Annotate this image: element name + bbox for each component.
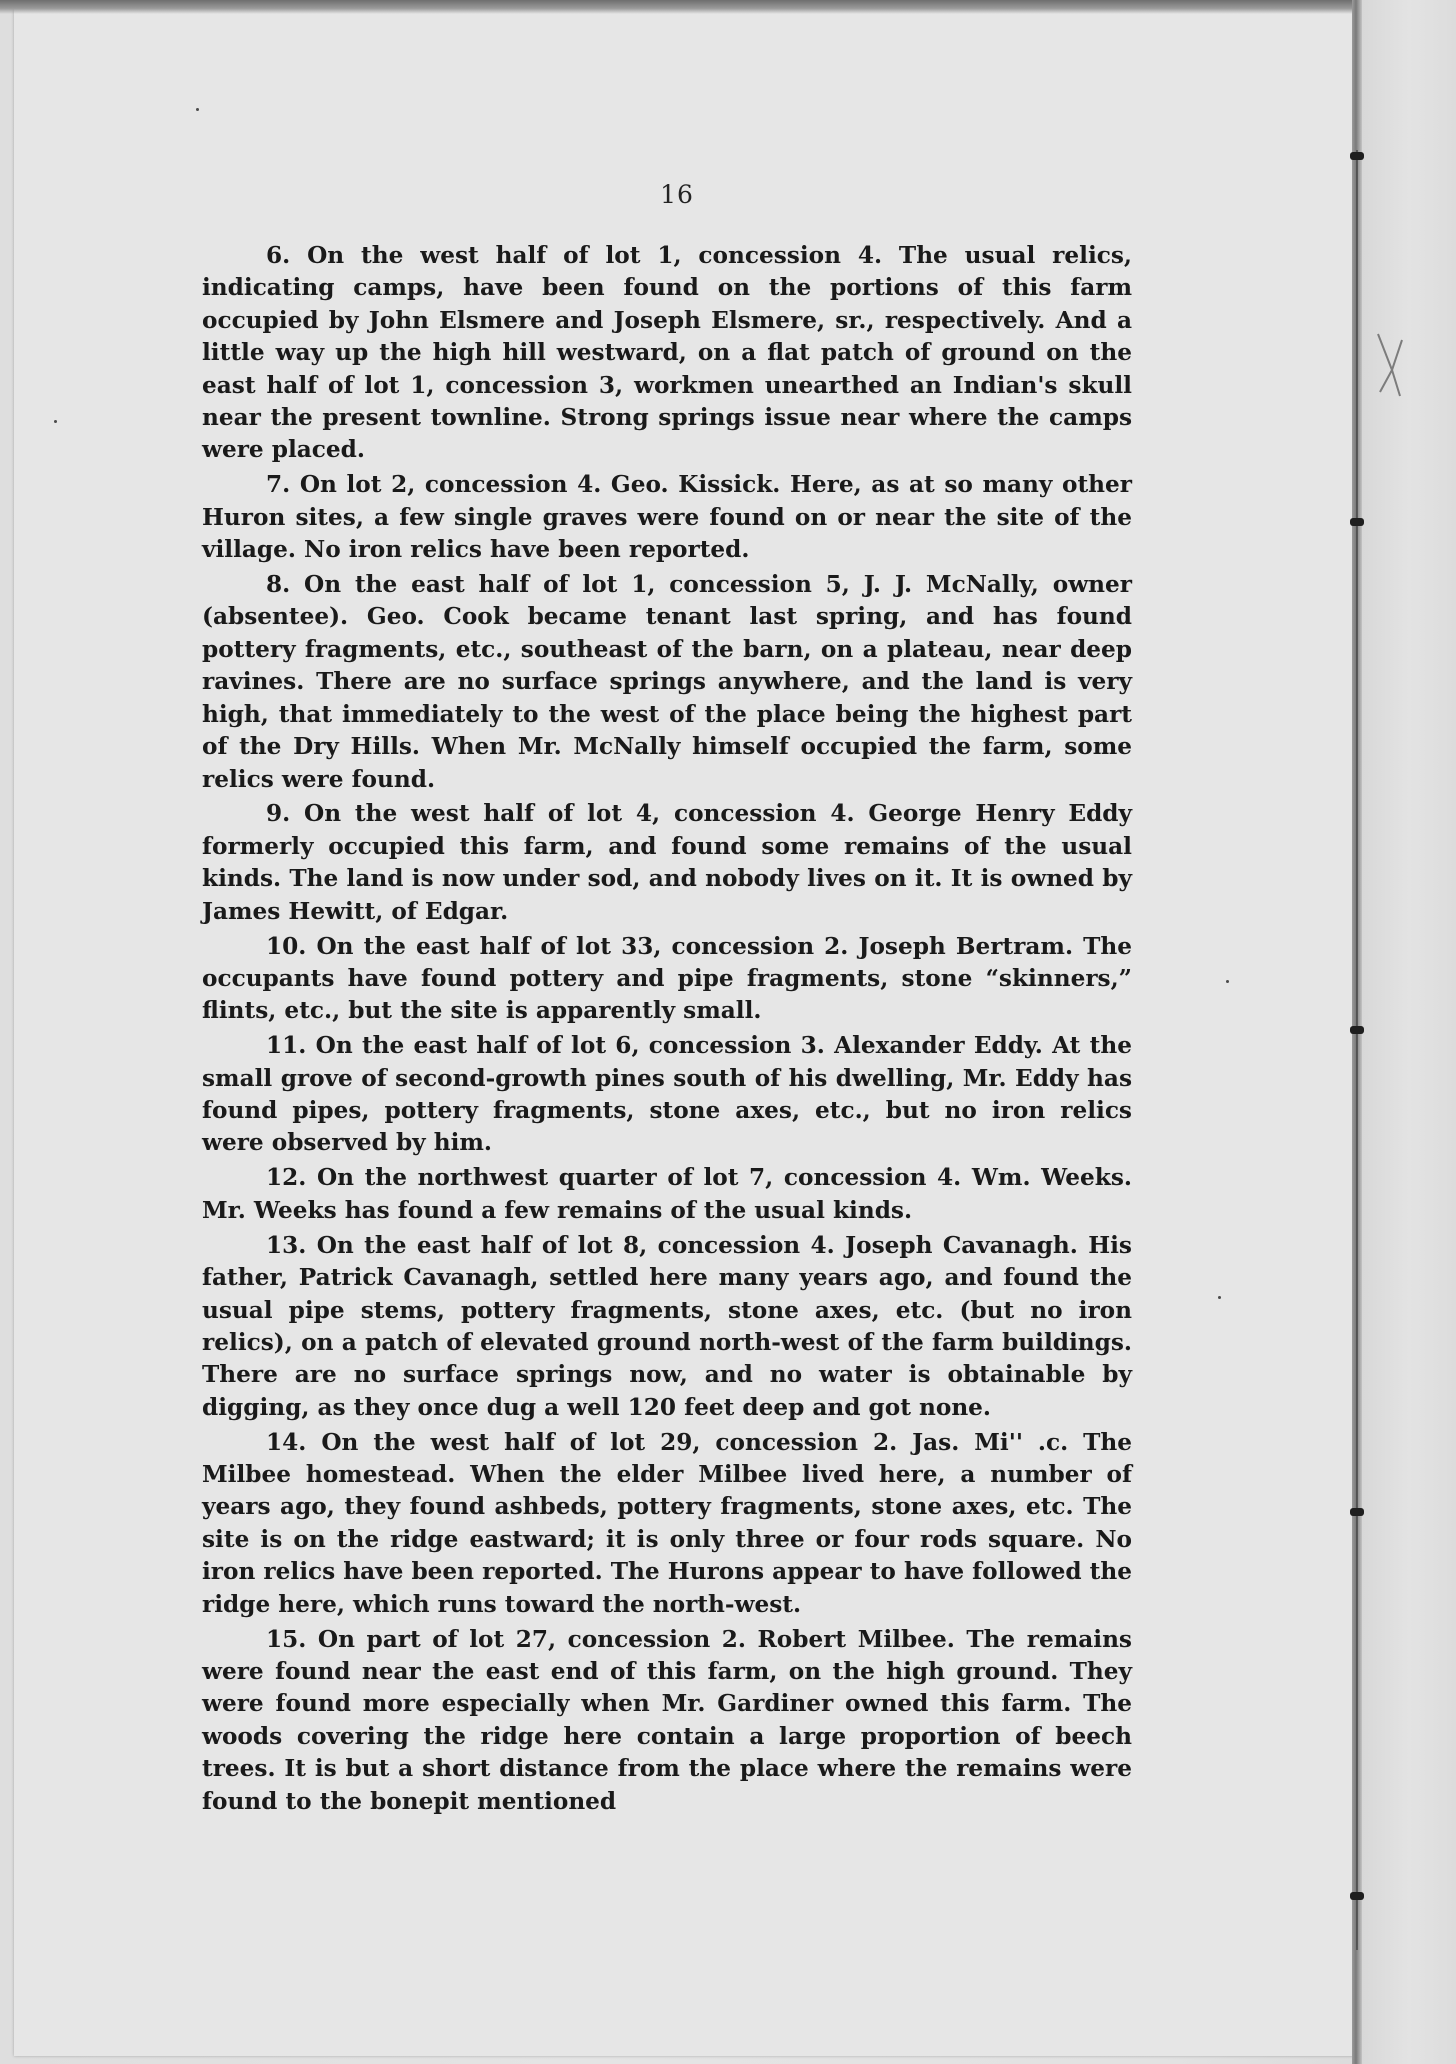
scan-fleck (1218, 1296, 1221, 1299)
body-text (202, 240, 1132, 1821)
binding-stitch (1350, 1026, 1364, 1034)
paragraph-6: 6. On the west half of lot 1, concession 4. The usual relics, indicating camps, have been found on the portions of this farm occupied by John Elsmere and Joseph Elsmere, sr., respectively. And a little way up the high hill westward, on a flat patch of ground on the east half of lot 1, concession 3, workmen unearthed an Indian's skull near the present townline. Strong springs issue near where the camps were placed. (202, 242, 1132, 464)
scan-fleck (196, 108, 199, 111)
top-edge-shadow (0, 0, 1456, 14)
scan-fleck (1226, 980, 1229, 983)
paragraph-7: 7. On lot 2, concession 4. Geo. Kissick. Here, as at so many other Huron sites, a few single graves were found on or near the site of the village. No iron relics have been reported. (202, 471, 1132, 564)
paragraph-13: 13. On the east half of lot 8, concession 4. Joseph Cavanagh. His father, Patrick Cavanagh, settled here many years ago, and found the usual pipe stems, pottery fragments, stone axes, etc. (but no iron relics), on a patch of elevated ground north-west of the farm buildings. There are no surface springs now, and no water is obtainable by digging, as they once dug a well 120 feet deep and got none. (202, 1231, 1132, 1421)
scan-fleck (54, 420, 57, 423)
paragraph-10: 10. On the east half of lot 33, concession 2. Joseph Bertram. The occupants have found pottery and pipe fragments, stone “skinners,” flints, etc., but the site is apparently small. (202, 932, 1132, 1025)
paragraph-14: 14. On the west half of lot 29, concession 2. Jas. Mi'' .c. The Milbee homestead. When the elder Milbee lived here, a number of years ago, they found ashbeds, pottery fragments, stone axes, etc. The site is on the ridge eastward; it is only three or four rods square. No iron relics have been reported. The Hurons appear to have followed the ridge here, which runs toward the north-west. (202, 1428, 1132, 1618)
paragraph-11: 11. On the east half of lot 6, concession 3. Alexander Eddy. At the small grove of second-growth pines south of his dwelling, Mr. Eddy has found pipes, pottery fragments, stone axes, etc., but no iron relics were observed by him. (202, 1032, 1132, 1157)
paragraph-15: 15. On part of lot 27, concession 2. Robert Milbee. The remains were found near the east end of this farm, on the high ground. They were found more especially when Mr. Gardiner owned this farm. The woods covering the ridge here contain a large proportion of beech trees. It is but a short distance from the place where the remains were found to the bonepit mentioned (202, 1625, 1132, 1815)
facing-page-edge (1362, 0, 1456, 2064)
paragraph-8: 8. On the east half of lot 1, concession 5, J. J. McNally, owner (absentee). Geo. Cook became tenant last spring, and has found pottery fragments, etc., southeast of the barn, on a plateau, near deep ravines. There are no surface springs anywhere, and the land is very high, that immediately to the west of the place being the highest part of the Dry Hills. When Mr. McNally himself occupied the farm, some relics were found. (202, 571, 1132, 793)
binding-stitch (1350, 518, 1364, 526)
page-number: 16 (660, 180, 694, 209)
binding-stitch (1350, 1892, 1364, 1900)
loose-thread-mark (1374, 330, 1404, 400)
binding-thread (1356, 150, 1358, 1950)
binding-stitch (1350, 152, 1364, 160)
paragraph-9: 9. On the west half of lot 4, concession 4. George Henry Eddy formerly occupied this farm, and found some remains of the usual kinds. The land is now under sod, and nobody lives on it. It is owned by James Hewitt, of Edgar. (202, 800, 1132, 925)
binding-stitch (1350, 1508, 1364, 1516)
paragraph-12: 12. On the northwest quarter of lot 7, concession 4. Wm. Weeks. Mr. Weeks has found a few remains of the usual kinds. (202, 1164, 1132, 1224)
